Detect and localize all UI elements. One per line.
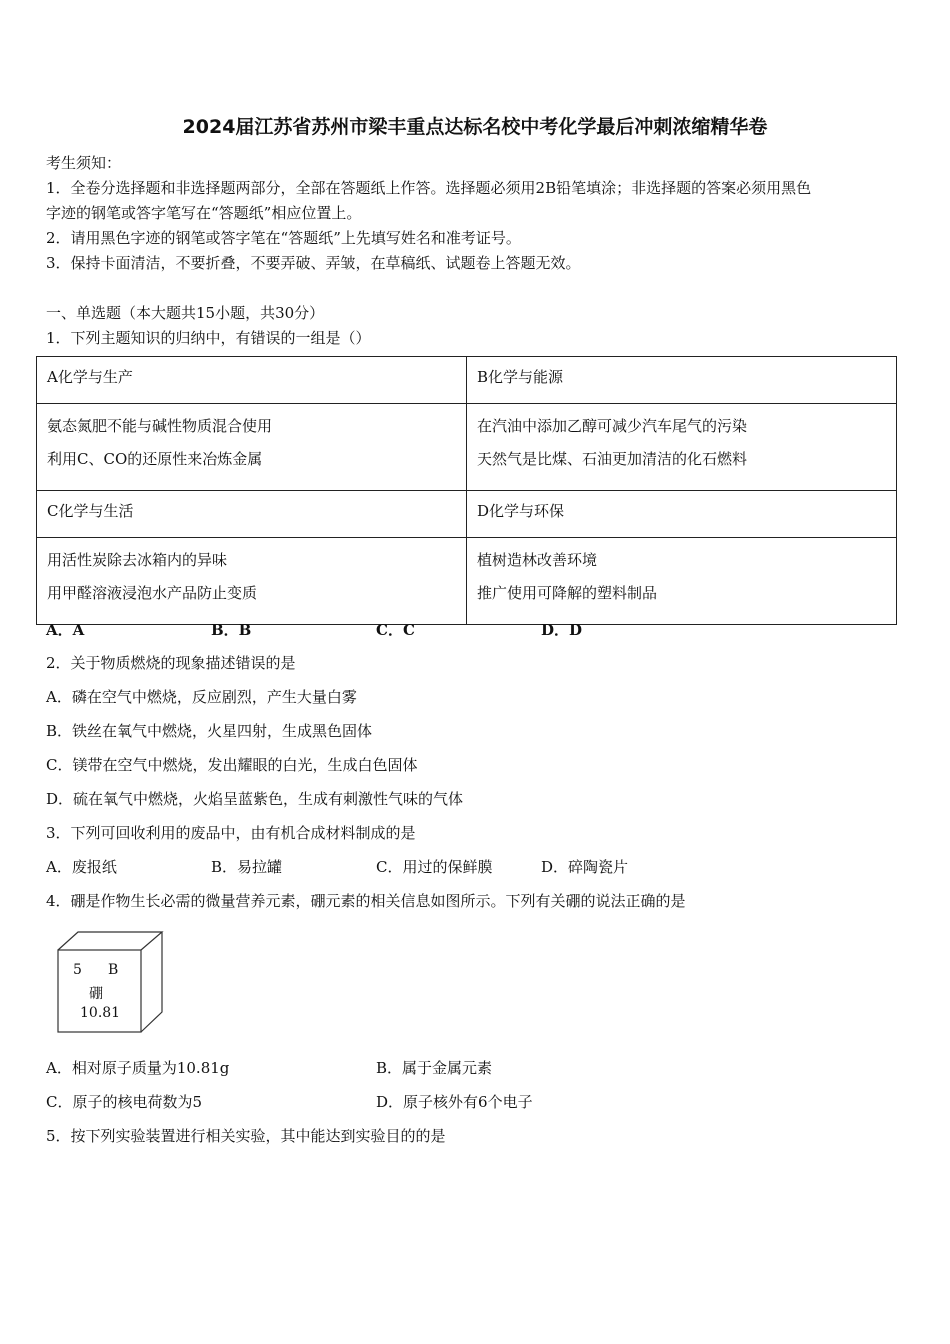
q1-option-c[interactable]: C．C: [376, 621, 415, 639]
q1-cell-a-body: [37, 404, 467, 491]
q2-stem: 2．关于物质燃烧的现象描述错误的是: [46, 654, 296, 672]
q3-stem: 3．下列可回收利用的废品中，由有机合成材料制成的是: [46, 824, 416, 842]
notice-item-2: 2．请用黑色字迹的钢笔或答字笔在“答题纸”上先填写姓名和准考证号。: [46, 229, 521, 247]
notice-item-1-line-2: 字迹的钢笔或答字笔写在“答题纸”相应位置上。: [46, 204, 362, 222]
q1-cell-a-head: A化学与生产: [37, 357, 467, 404]
q1-option-a[interactable]: A．A: [46, 621, 85, 639]
q1-cell-b-body: [467, 404, 897, 491]
boron-element-card: [56, 930, 166, 1039]
element-name: 硼: [89, 986, 103, 1002]
q4-option-b[interactable]: B．属于金属元素: [376, 1059, 493, 1077]
q4-option-a[interactable]: A．相对原子质量为10.81g: [46, 1059, 230, 1077]
q1-option-d[interactable]: D．D: [541, 621, 583, 639]
q1-cell-d-body: [467, 538, 897, 625]
q1-cell-c-line-2: 用甲醛溶液浸泡水产品防止变质: [47, 584, 258, 602]
q1-option-b[interactable]: B．B: [211, 621, 252, 639]
notice-heading: 考生须知：: [46, 154, 122, 172]
q2-option-c[interactable]: C．镁带在空气中燃烧，发出耀眼的白光，生成白色固体: [46, 756, 418, 774]
q1-cell-a-line-1: 氨态氮肥不能与碱性物质混合使用: [47, 417, 273, 435]
q3-option-b[interactable]: B．易拉罐: [211, 858, 283, 876]
q2-option-b[interactable]: B．铁丝在氧气中燃烧，火星四射，生成黑色固体: [46, 722, 373, 740]
q1-cell-a-line-2: 利用C、CO的还原性来冶炼金属: [47, 450, 263, 468]
notice-item-1-line-1: 1．全卷分选择题和非选择题两部分，全部在答题纸上作答。选择题必须用2B铅笔填涂；非选择题的答案必须用黑色: [46, 179, 812, 197]
q1-cell-c-head: C化学与生活: [37, 491, 467, 538]
q3-option-a[interactable]: A．废报纸: [46, 858, 117, 876]
q2-option-a[interactable]: A．磷在空气中燃烧，反应剧烈，产生大量白雾: [46, 688, 357, 706]
q1-cell-b-head: B化学与能源: [467, 357, 897, 404]
q4-option-d[interactable]: D．原子核外有6个电子: [376, 1093, 533, 1111]
page-title: 2024届江苏省苏州市梁丰重点达标名校中考化学最后冲刺浓缩精华卷: [182, 116, 768, 138]
element-atomic-mass: 10.81: [80, 1005, 121, 1021]
q1-cell-d-line-1: 植树造林改善环境: [477, 551, 598, 569]
notice-item-3: 3．保持卡面清洁，不要折叠，不要弄破、弄皱，在草稿纸、试题卷上答题无效。: [46, 254, 581, 272]
q1-table: [36, 356, 897, 625]
q1-cell-d-head: D化学与环保: [467, 491, 897, 538]
q5-stem: 5．按下列实验装置进行相关实验，其中能达到实验目的的是: [46, 1127, 446, 1145]
q1-cell-b-line-2: 天然气是比煤、石油更加清洁的化石燃料: [477, 450, 748, 468]
q3-option-c[interactable]: C．用过的保鲜膜: [376, 858, 493, 876]
q1-cell-c-line-1: 用活性炭除去冰箱内的异味: [47, 551, 228, 569]
q1-cell-c-body: [37, 538, 467, 625]
q1-cell-d-line-2: 推广使用可降解的塑料制品: [477, 584, 658, 602]
q3-option-d[interactable]: D．碎陶瓷片: [541, 858, 629, 876]
element-symbol: B: [108, 962, 119, 978]
q4-stem: 4．硼是作物生长必需的微量营养元素，硼元素的相关信息如图所示。下列有关硼的说法正确的是: [46, 892, 686, 910]
q1-cell-b-line-1: 在汽油中添加乙醇可减少汽车尾气的污染: [477, 417, 748, 435]
q2-option-d[interactable]: D．硫在氧气中燃烧，火焰呈蓝紫色，生成有刺激性气味的气体: [46, 790, 464, 808]
q4-option-c[interactable]: C．原子的核电荷数为5: [46, 1093, 203, 1111]
element-atomic-number: 5: [73, 962, 82, 978]
q1-stem: 1．下列主题知识的归纳中，有错误的一组是（）: [46, 329, 371, 347]
section-heading: 一、单选题（本大题共15小题，共30分）: [46, 304, 325, 322]
